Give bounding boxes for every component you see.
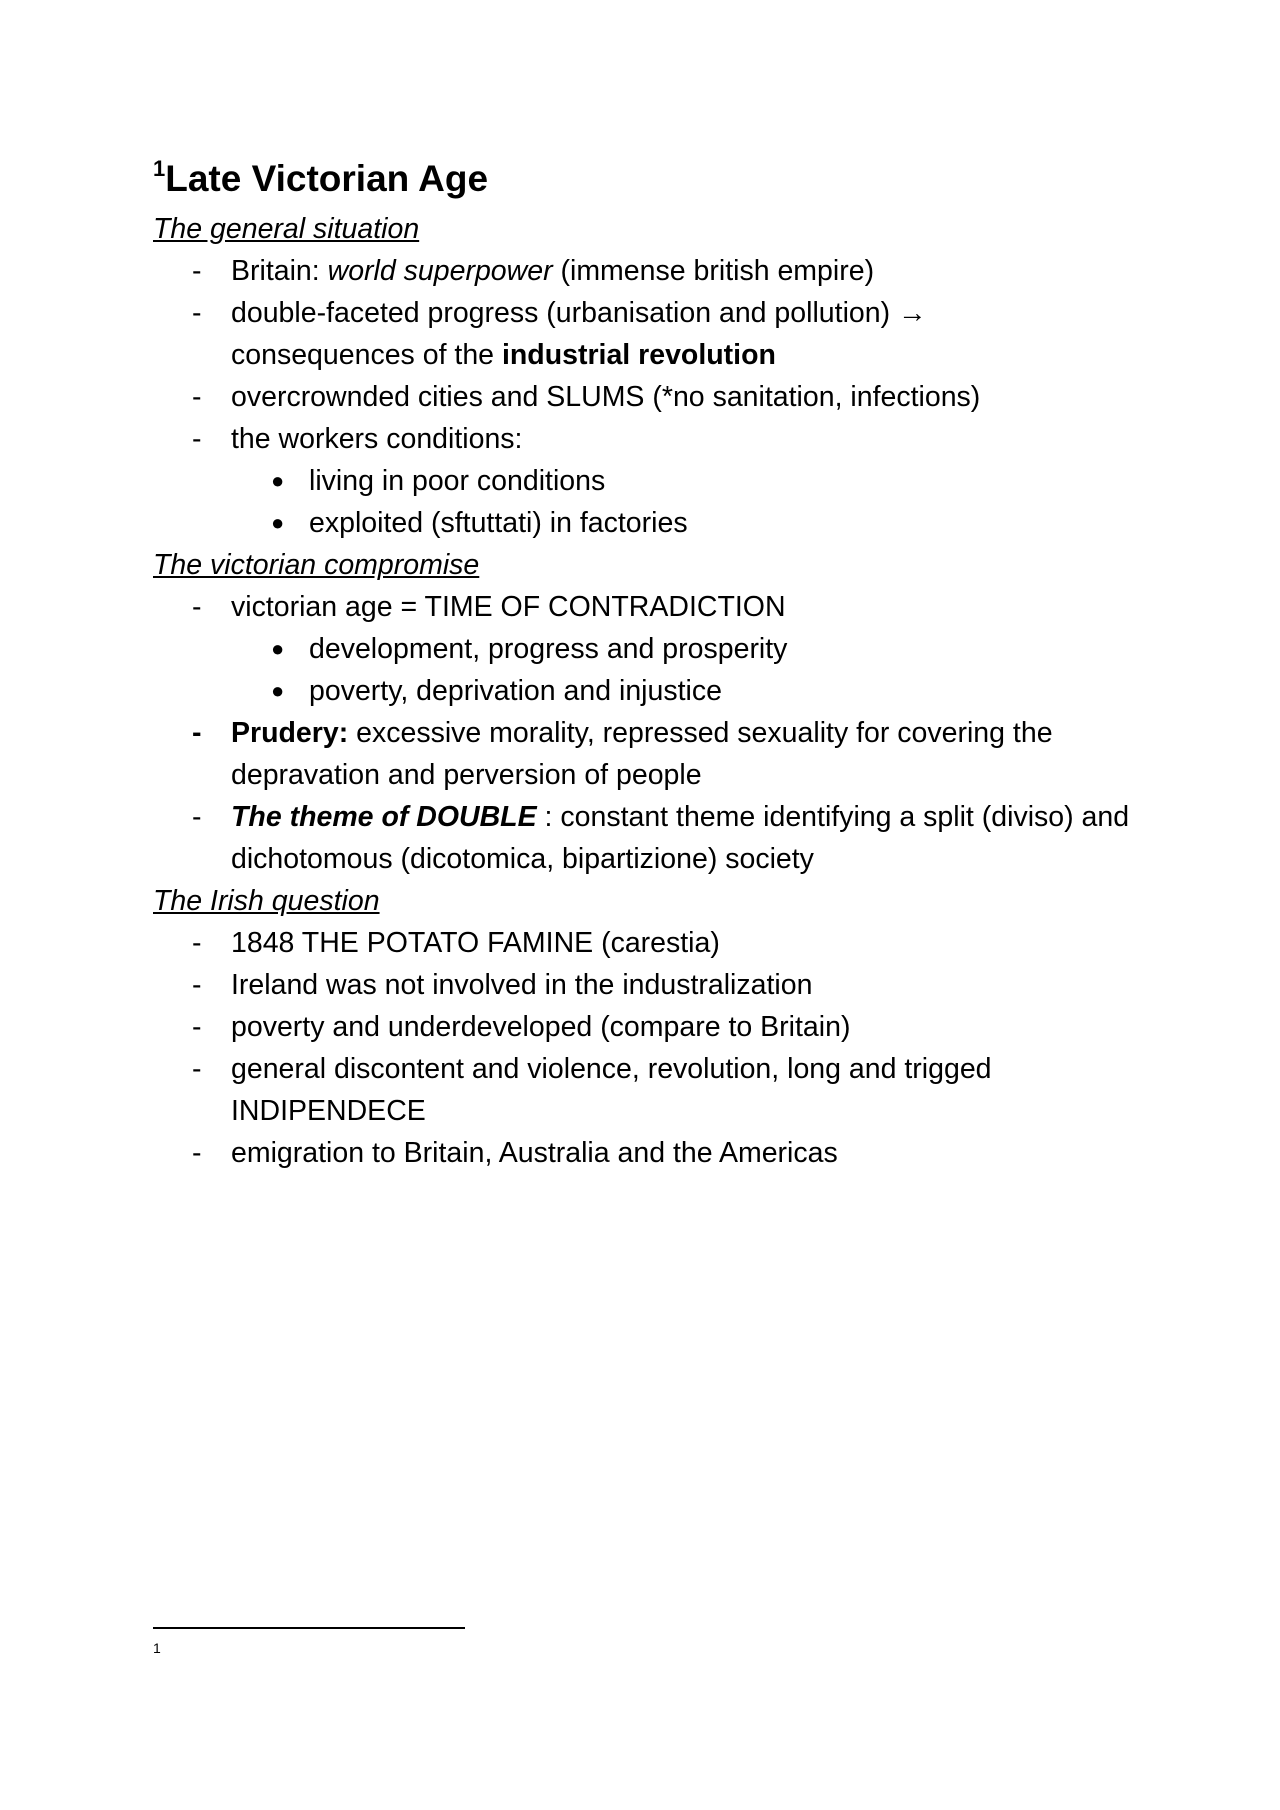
bullet-icon: ● — [271, 678, 285, 703]
dash-marker: - — [192, 717, 202, 749]
list-item: - general discontent and violence, revolution, long and trigged INDIPENDECE — [153, 1048, 1153, 1132]
list-item: - 1848 THE POTATO FAMINE (carestia) — [153, 922, 1153, 964]
list-item: - emigration to Britain, Australia and the Americas — [153, 1132, 1153, 1174]
dash-marker: - — [192, 969, 202, 1001]
list-item: - poverty and underdeveloped (compare to Britain) — [153, 1006, 1153, 1048]
list-item: - double-faceted progress (urbanisation and pollution) → consequences of the industrial revolution — [153, 292, 1153, 376]
sub-list-item: ● development, progress and prosperity — [153, 628, 1153, 670]
dash-marker: - — [192, 255, 202, 287]
section-heading-general-situation: The general situation — [153, 213, 420, 245]
footnote-reference[interactable]: 1 — [153, 155, 166, 181]
bullet-icon: ● — [271, 636, 285, 661]
dash-marker: - — [192, 801, 202, 833]
document-body — [153, 150, 1153, 1174]
list-item: - The theme of DOUBLE : constant theme identifying a split (diviso) and dichotomous (dicotomica, bipartizione) society — [153, 796, 1153, 880]
section-heading-victorian-compromise: The victorian compromise — [153, 549, 480, 581]
dash-marker: - — [192, 381, 202, 413]
title-text: Late Victorian Age — [165, 158, 489, 199]
page-title — [153, 150, 1153, 208]
bullet-icon: ● — [271, 510, 285, 535]
list-item: - Prudery: excessive morality, repressed sexuality for covering the depravation and perversion of people — [153, 712, 1153, 796]
dash-marker: - — [192, 1053, 202, 1085]
sub-list-item: ● living in poor conditions — [153, 460, 1153, 502]
footnote-divider — [153, 1627, 465, 1629]
list-item: - victorian age = TIME OF CONTRADICTION — [153, 586, 1153, 628]
dash-marker: - — [192, 1137, 202, 1169]
list-item: - the workers conditions: — [153, 418, 1153, 460]
section-heading-irish-question: The Irish question — [153, 885, 380, 917]
dash-marker: - — [192, 1011, 202, 1043]
list-item: - overcrownded cities and SLUMS (*no sanitation, infections) — [153, 376, 1153, 418]
bullet-icon: ● — [271, 468, 285, 493]
list-item: - Ireland was not involved in the industralization — [153, 964, 1153, 1006]
sub-list-item: ● poverty, deprivation and injustice — [153, 670, 1153, 712]
dash-marker: - — [192, 423, 202, 455]
sub-list-item: ● exploited (sftuttati) in factories — [153, 502, 1153, 544]
dash-marker: - — [192, 297, 202, 329]
dash-marker: - — [192, 927, 202, 959]
footnote-number: 1 — [153, 1640, 161, 1656]
dash-marker: - — [192, 591, 202, 623]
list-item: - Britain: world superpower (immense british empire) — [153, 250, 1153, 292]
